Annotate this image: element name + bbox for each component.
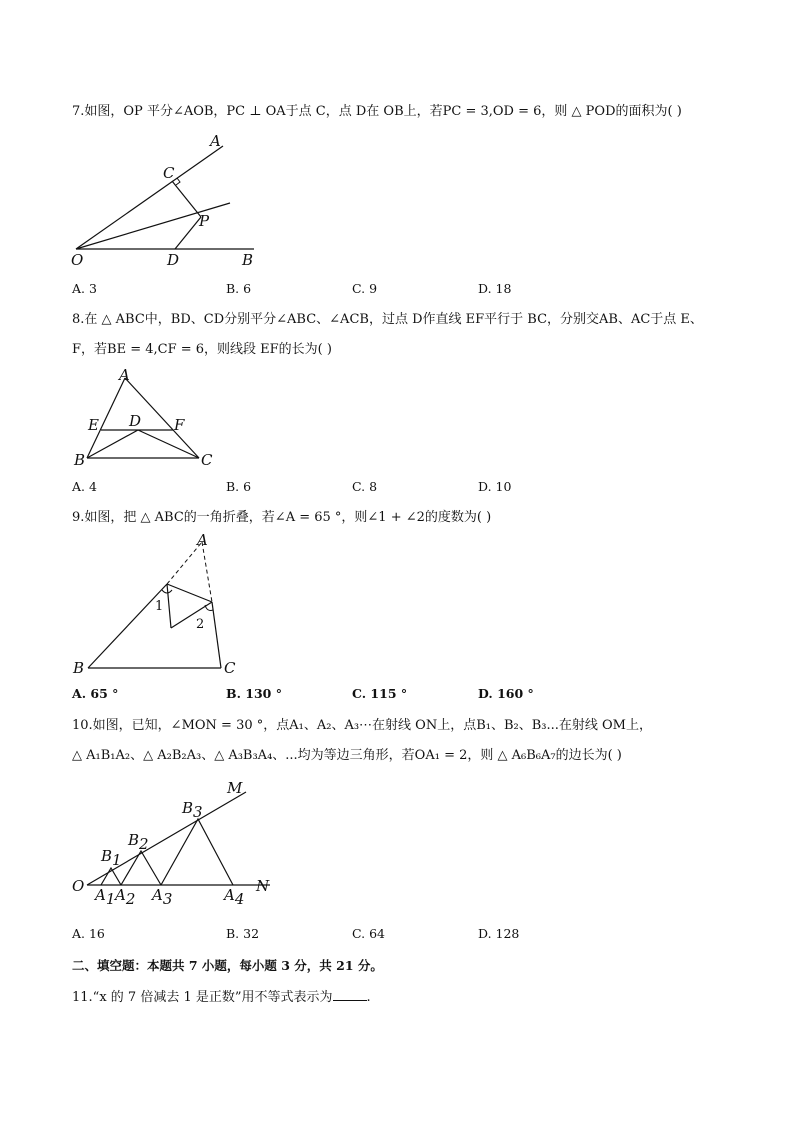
option-d[interactable]: D. 128 bbox=[478, 926, 520, 941]
option-a[interactable]: A. 65 ° bbox=[72, 686, 119, 701]
label-o: O bbox=[71, 251, 84, 269]
segment-bd bbox=[87, 430, 138, 458]
label-2: 2 bbox=[196, 617, 205, 632]
q7-options bbox=[72, 281, 732, 299]
label-d: D bbox=[129, 412, 142, 430]
q8-options bbox=[72, 479, 732, 497]
option-c[interactable]: C. 64 bbox=[352, 926, 385, 941]
folded-side-1 bbox=[167, 584, 171, 628]
q9-figure bbox=[66, 530, 246, 680]
q7-figure bbox=[60, 128, 280, 273]
question-9-text: 9.如图，把 △ ABC的一角折叠，若∠A = 65 °，则∠1 + ∠2的度数为( ) bbox=[72, 510, 492, 525]
label-p: P bbox=[199, 212, 210, 230]
label-b: B bbox=[242, 251, 254, 269]
segment-pd bbox=[175, 217, 201, 249]
label-m: M bbox=[227, 779, 243, 797]
option-a[interactable]: A. 16 bbox=[72, 926, 105, 941]
ray-oa bbox=[76, 146, 223, 249]
q10-figure bbox=[66, 775, 286, 910]
side-ba bbox=[88, 584, 167, 668]
fold-crease bbox=[167, 584, 212, 602]
folded-side-2 bbox=[171, 602, 212, 628]
q10-options bbox=[72, 926, 732, 944]
label-c: C bbox=[201, 451, 213, 469]
label-f: F bbox=[174, 416, 185, 434]
label-c: C bbox=[224, 659, 236, 677]
label-a2: A2 bbox=[115, 886, 136, 908]
question-8-line-2: F，若BE = 4,CF = 6，则线段 EF的长为( ) bbox=[72, 342, 332, 357]
label-n: N bbox=[256, 877, 270, 895]
ray-om bbox=[87, 792, 246, 885]
question-10-line-2: △ A₁B₁A₂、△ A₂B₂A₃、△ A₃B₃A₄、...均为等边三角形，若OA₁ = 2，则 △ A₆B₆A₇的边长为( ) bbox=[72, 748, 622, 763]
question-8-line-1: 8.在 △ ABC中，BD、CD分别平分∠ABC、∠ACB，过点 D作直线 EF平行于 BC，分别交AB、AC于点 E、 bbox=[72, 312, 703, 327]
option-d[interactable]: D. 18 bbox=[478, 281, 512, 296]
option-b[interactable]: B. 6 bbox=[226, 479, 252, 494]
label-o: O bbox=[72, 877, 85, 895]
section-2-title: 二、填空题：本题共 7 小题，每小题 3 分，共 21 分。 bbox=[72, 958, 383, 973]
option-b[interactable]: B. 32 bbox=[226, 926, 260, 941]
option-b[interactable]: B. 6 bbox=[226, 281, 252, 296]
label-a3: A3 bbox=[152, 886, 173, 908]
label-b2: B2 bbox=[128, 831, 149, 853]
q8-figure bbox=[68, 366, 228, 471]
label-e: E bbox=[88, 416, 99, 434]
answer-blank[interactable] bbox=[333, 988, 367, 1001]
segment-pc bbox=[172, 181, 201, 217]
question-11-text: 11.“x 的 7 倍减去 1 是正数”用不等式表示为 bbox=[72, 990, 333, 1005]
question-11 bbox=[72, 988, 371, 1008]
label-a: A bbox=[210, 132, 221, 150]
option-b[interactable]: B. 130 ° bbox=[226, 686, 282, 701]
option-c[interactable]: C. 115 ° bbox=[352, 686, 408, 701]
option-a[interactable]: A. 4 bbox=[72, 479, 97, 494]
option-c[interactable]: C. 8 bbox=[352, 479, 378, 494]
question-11-end: . bbox=[366, 990, 371, 1005]
q9-options bbox=[72, 686, 732, 704]
label-a1: A1 bbox=[95, 886, 116, 908]
option-a[interactable]: A. 3 bbox=[72, 281, 97, 296]
label-d: D bbox=[167, 251, 180, 269]
label-b3: B3 bbox=[182, 799, 203, 821]
label-1: 1 bbox=[155, 599, 164, 614]
option-c[interactable]: C. 9 bbox=[352, 281, 378, 296]
segment-cd bbox=[138, 430, 199, 458]
side-c-fold bbox=[212, 602, 221, 668]
option-d[interactable]: D. 160 ° bbox=[478, 686, 534, 701]
triangle-3 bbox=[161, 819, 233, 885]
question-7-text: 7.如图，OP 平分∠AOB，PC ⊥ OA于点 C，点 D在 OB上，若PC = 3,OD = 6，则 △ POD的面积为( ) bbox=[72, 104, 682, 119]
dashed-ae bbox=[202, 542, 212, 602]
triangle-2 bbox=[121, 851, 161, 885]
label-a4: A4 bbox=[224, 886, 245, 908]
label-b: B bbox=[73, 659, 85, 677]
option-d[interactable]: D. 10 bbox=[478, 479, 512, 494]
question-10-line-1: 10.如图，已知，∠MON = 30 °，点A₁、A₂、A₃⋯在射线 ON上，点B₁、B₂、B₃...在射线 OM上， bbox=[72, 718, 652, 733]
label-a: A bbox=[119, 366, 130, 384]
label-b: B bbox=[74, 451, 86, 469]
label-b1: B1 bbox=[101, 847, 122, 869]
label-a: A bbox=[197, 531, 208, 549]
label-c: C bbox=[163, 164, 175, 182]
